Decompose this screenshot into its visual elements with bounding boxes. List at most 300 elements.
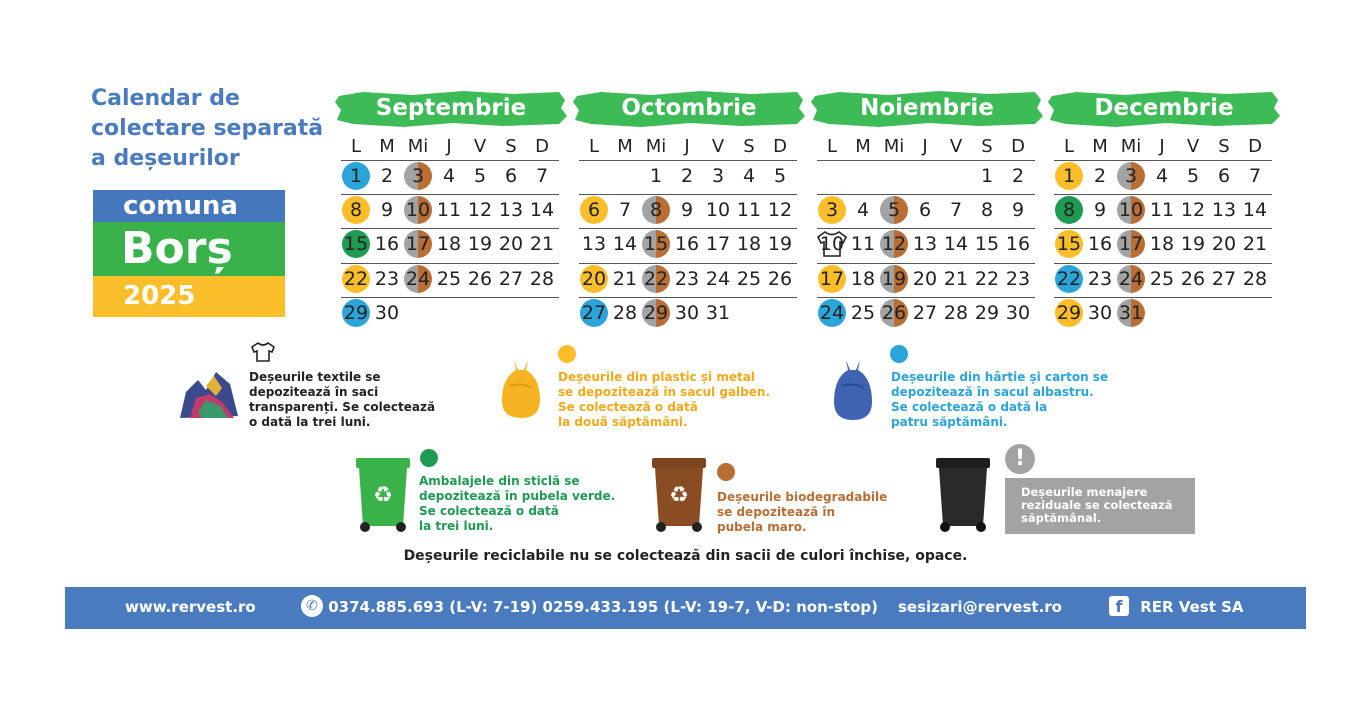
day-cell <box>703 298 733 328</box>
day-number: 10 <box>705 199 731 221</box>
weekday-label: Mi <box>407 136 429 157</box>
title-line: a deșeurilor <box>91 146 240 171</box>
day-number: 22 <box>643 268 669 290</box>
day-cell <box>1085 195 1115 225</box>
day-cell <box>1003 161 1033 191</box>
legend-text: săptămânal. <box>1021 511 1102 525</box>
green-dot-icon <box>420 449 438 467</box>
day-cell <box>1003 298 1033 328</box>
legend-text: Se colectează o dată <box>419 504 559 518</box>
day-cell <box>941 229 971 259</box>
day-number: 5 <box>773 165 787 187</box>
day-cell <box>1147 195 1177 225</box>
row-divider <box>341 194 559 195</box>
yellow-bag-icon <box>496 356 546 420</box>
day-number: 29 <box>974 302 1000 324</box>
day-number: 5 <box>1186 165 1200 187</box>
weekday-label: M <box>379 136 395 157</box>
badge-line1: comuna <box>93 190 285 222</box>
day-number: 22 <box>343 268 369 290</box>
day-number: 6 <box>504 165 518 187</box>
legend-text: o dată la trei luni. <box>249 415 371 429</box>
day-number: 18 <box>850 268 876 290</box>
yellow-dot-icon <box>558 345 576 363</box>
legend-text: depozitează în sacul albastru. <box>891 385 1094 399</box>
day-cell <box>1085 298 1115 328</box>
row-divider <box>579 160 797 161</box>
day-number: 14 <box>529 199 555 221</box>
row-divider <box>579 228 797 229</box>
day-number: 23 <box>674 268 700 290</box>
day-cell <box>703 195 733 225</box>
day-cell <box>403 161 433 191</box>
day-number: 14 <box>612 233 638 255</box>
day-cell <box>372 229 402 259</box>
legend-text: Deșeurile menajere <box>1021 485 1148 499</box>
day-number: 10 <box>1118 199 1144 221</box>
row-divider <box>579 263 797 264</box>
day-number: 23 <box>1087 268 1113 290</box>
day-cell <box>465 161 495 191</box>
title-line: Calendar de <box>91 86 240 111</box>
month-name: Decembrie <box>1094 95 1234 121</box>
day-cell <box>641 161 671 191</box>
day-number: 13 <box>581 233 607 255</box>
day-cell <box>879 195 909 225</box>
day-number: 26 <box>1180 268 1206 290</box>
day-number: 14 <box>943 233 969 255</box>
weekday-label: J <box>922 136 928 157</box>
day-cell <box>848 298 878 328</box>
day-number: 29 <box>643 302 669 324</box>
day-number: 17 <box>1118 233 1144 255</box>
day-cell <box>941 298 971 328</box>
day-cell <box>403 264 433 294</box>
day-cell <box>1178 195 1208 225</box>
day-cell <box>496 195 526 225</box>
day-number: 6 <box>587 199 601 221</box>
weekday-label: D <box>1011 136 1025 157</box>
brown-dot-icon <box>717 463 735 481</box>
day-cell <box>496 229 526 259</box>
row-divider <box>817 297 1035 298</box>
day-cell <box>1116 264 1146 294</box>
legend-text: se depozitează în sacul galben. <box>558 385 771 399</box>
weekday-label: M <box>1092 136 1108 157</box>
day-number: 22 <box>974 268 1000 290</box>
day-number: 10 <box>405 199 431 221</box>
day-number: 1 <box>980 165 994 187</box>
day-cell <box>972 161 1002 191</box>
day-cell <box>496 161 526 191</box>
day-cell <box>1147 161 1177 191</box>
day-number: 8 <box>1062 199 1076 221</box>
day-cell <box>610 229 640 259</box>
day-number: 24 <box>705 268 731 290</box>
day-number: 8 <box>349 199 363 221</box>
day-cell <box>1116 229 1146 259</box>
day-cell <box>434 264 464 294</box>
day-number: 11 <box>850 233 876 255</box>
weekday-header <box>341 136 561 158</box>
day-number: 30 <box>1005 302 1031 324</box>
day-number: 29 <box>1056 302 1082 324</box>
day-number: 25 <box>736 268 762 290</box>
day-number: 27 <box>498 268 524 290</box>
day-number: 15 <box>974 233 1000 255</box>
day-number: 1 <box>349 165 363 187</box>
day-cell <box>1116 161 1146 191</box>
weekday-label: D <box>1248 136 1262 157</box>
day-number: 3 <box>825 199 839 221</box>
day-number: 7 <box>949 199 963 221</box>
svg-text:♻: ♻ <box>373 483 393 508</box>
day-number: 3 <box>711 165 725 187</box>
day-number: 17 <box>819 268 845 290</box>
day-number: 16 <box>1087 233 1113 255</box>
day-cell <box>1085 264 1115 294</box>
weekday-label: J <box>1159 136 1165 157</box>
legend-text: pubela maro. <box>717 520 807 534</box>
day-number: 12 <box>1180 199 1206 221</box>
day-cell <box>1085 161 1115 191</box>
day-cell <box>1209 161 1239 191</box>
month-name: Noiembrie <box>860 95 994 121</box>
day-number: 9 <box>1011 199 1025 221</box>
day-cell <box>817 298 847 328</box>
day-number: 13 <box>498 199 524 221</box>
legend-text: la trei luni. <box>419 519 494 533</box>
weekday-header <box>579 136 799 158</box>
day-cell <box>641 264 671 294</box>
green-bin-icon <box>354 456 412 534</box>
day-number: 21 <box>1242 233 1268 255</box>
legend-text: reziduale se colectează <box>1021 498 1173 512</box>
row-divider <box>341 297 559 298</box>
day-number: 15 <box>343 233 369 255</box>
day-number: 27 <box>581 302 607 324</box>
recycling-note: Deșeurile reciclabile nu se colectează din sacii de culori închise, opace. <box>403 548 968 564</box>
day-cell <box>1116 298 1146 328</box>
legend-text: Se colectează o dată <box>558 400 698 414</box>
day-number: 25 <box>1149 268 1175 290</box>
row-divider <box>1054 228 1272 229</box>
day-number: 25 <box>436 268 462 290</box>
day-cell <box>1003 195 1033 225</box>
phone-icon: ✆ <box>301 595 323 617</box>
day-number: 24 <box>1118 268 1144 290</box>
day-cell <box>610 264 640 294</box>
weekday-label: S <box>981 136 993 157</box>
day-number: 9 <box>1093 199 1107 221</box>
day-number: 3 <box>1124 165 1138 187</box>
row-divider <box>341 160 559 161</box>
day-number: 11 <box>736 199 762 221</box>
day-cell <box>641 229 671 259</box>
day-number: 13 <box>1211 199 1237 221</box>
day-number: 14 <box>1242 199 1268 221</box>
day-number: 21 <box>529 233 555 255</box>
legend-text: depozitează în pubela verde. <box>419 489 616 503</box>
weekday-header <box>1054 136 1274 158</box>
day-number: 4 <box>442 165 456 187</box>
day-cell <box>1085 229 1115 259</box>
day-cell <box>672 264 702 294</box>
day-number: 5 <box>887 199 901 221</box>
phone-block <box>301 598 878 617</box>
row-divider <box>817 263 1035 264</box>
legend-text: patru săptămâni. <box>891 415 1008 429</box>
day-cell <box>734 161 764 191</box>
day-number: 10 <box>819 233 845 255</box>
legend-text: se depozitează în <box>717 505 836 519</box>
blue-dot-icon <box>890 345 908 363</box>
day-cell <box>1054 161 1084 191</box>
day-cell <box>972 264 1002 294</box>
weekday-label: Mi <box>645 136 667 157</box>
day-cell <box>972 195 1002 225</box>
legend-text: depozitează în saci <box>249 385 379 399</box>
day-number: 30 <box>674 302 700 324</box>
day-number: 4 <box>1155 165 1169 187</box>
day-number: 26 <box>881 302 907 324</box>
day-cell <box>972 298 1002 328</box>
day-number: 5 <box>473 165 487 187</box>
weekday-label: L <box>350 136 362 157</box>
day-number: 17 <box>705 233 731 255</box>
day-number: 19 <box>467 233 493 255</box>
day-cell <box>765 229 795 259</box>
day-number: 2 <box>380 165 394 187</box>
weekday-label: M <box>855 136 871 157</box>
title-line: colectare separată <box>91 116 324 141</box>
day-cell <box>910 229 940 259</box>
day-cell <box>848 195 878 225</box>
day-cell <box>1178 264 1208 294</box>
weekday-label: L <box>1063 136 1075 157</box>
day-number: 4 <box>856 199 870 221</box>
day-number: 23 <box>1005 268 1031 290</box>
day-cell <box>1240 264 1270 294</box>
legend-text: Deșeurile din plastic și metal <box>558 370 755 384</box>
day-cell <box>1054 264 1084 294</box>
day-cell <box>610 195 640 225</box>
day-cell <box>910 264 940 294</box>
day-cell <box>527 195 557 225</box>
day-cell <box>879 264 909 294</box>
facebook-icon: f <box>1109 596 1129 616</box>
day-cell <box>527 264 557 294</box>
month-header <box>579 90 799 126</box>
month-name: Septembrie <box>375 95 527 121</box>
brown-bin-icon <box>650 456 708 534</box>
day-cell <box>341 264 371 294</box>
row-divider <box>817 160 1035 161</box>
day-number: 16 <box>674 233 700 255</box>
day-number: 16 <box>374 233 400 255</box>
day-cell <box>765 264 795 294</box>
badge-line3: 2025 <box>93 276 285 317</box>
day-cell <box>817 229 847 259</box>
day-number: 7 <box>535 165 549 187</box>
day-cell <box>496 264 526 294</box>
day-number: 24 <box>405 268 431 290</box>
textile-pile-icon <box>176 362 242 422</box>
day-cell <box>734 229 764 259</box>
legend-text: Se colectează o dată la <box>891 400 1048 414</box>
day-cell <box>765 161 795 191</box>
day-cell <box>1240 195 1270 225</box>
month-header <box>341 90 561 126</box>
day-cell <box>1178 161 1208 191</box>
day-number: 16 <box>1005 233 1031 255</box>
weekday-label: S <box>743 136 755 157</box>
day-cell <box>434 195 464 225</box>
day-number: 1 <box>1062 165 1076 187</box>
day-cell <box>372 195 402 225</box>
day-cell <box>527 229 557 259</box>
day-cell <box>372 298 402 328</box>
day-cell <box>641 298 671 328</box>
day-cell <box>403 195 433 225</box>
day-number: 26 <box>467 268 493 290</box>
day-cell <box>1116 195 1146 225</box>
day-cell <box>1240 161 1270 191</box>
legend-text: transparenți. Se colectează <box>249 400 436 414</box>
day-number: 7 <box>618 199 632 221</box>
day-number: 19 <box>767 233 793 255</box>
row-divider <box>817 194 1035 195</box>
calendar-title <box>91 84 341 174</box>
legend-text: Ambalajele din sticlă se <box>419 474 580 488</box>
day-number: 11 <box>436 199 462 221</box>
day-number: 18 <box>736 233 762 255</box>
day-number: 3 <box>411 165 425 187</box>
day-number: 20 <box>1211 233 1237 255</box>
month-calendar <box>341 90 561 324</box>
day-cell <box>848 264 878 294</box>
day-cell <box>672 298 702 328</box>
day-cell <box>579 298 609 328</box>
day-number: 11 <box>1149 199 1175 221</box>
weekday-label: J <box>684 136 690 157</box>
day-number: 15 <box>1056 233 1082 255</box>
weekday-label: V <box>1186 136 1200 157</box>
day-cell <box>610 298 640 328</box>
day-number: 18 <box>1149 233 1175 255</box>
day-number: 9 <box>680 199 694 221</box>
commune-badge <box>93 190 285 317</box>
day-number: 23 <box>374 268 400 290</box>
day-number: 18 <box>436 233 462 255</box>
day-cell <box>1003 264 1033 294</box>
day-cell <box>879 229 909 259</box>
legend-text: Deșeurile din hârtie și carton se <box>891 370 1109 384</box>
day-number: 31 <box>1118 302 1144 324</box>
tshirt-icon <box>250 341 276 363</box>
day-cell <box>465 264 495 294</box>
email-link[interactable]: sesizari@rervest.ro <box>898 598 1062 616</box>
phone-numbers[interactable]: 0374.885.693 (L-V: 7-19) 0259.433.195 (L-V: 19-7, V-D: non-stop) <box>328 598 878 616</box>
row-divider <box>341 263 559 264</box>
day-number: 12 <box>881 233 907 255</box>
legend-text: Deșeurile biodegradabile <box>717 490 888 504</box>
weekday-header <box>817 136 1037 158</box>
row-divider <box>1054 297 1272 298</box>
day-cell <box>341 298 371 328</box>
day-number: 21 <box>612 268 638 290</box>
day-number: 19 <box>1180 233 1206 255</box>
month-header <box>817 90 1037 126</box>
day-cell <box>579 195 609 225</box>
day-cell <box>848 229 878 259</box>
day-number: 20 <box>581 268 607 290</box>
day-cell <box>941 264 971 294</box>
day-cell <box>972 229 1002 259</box>
row-divider <box>579 194 797 195</box>
day-cell <box>1209 195 1239 225</box>
weekday-label: M <box>617 136 633 157</box>
day-number: 8 <box>649 199 663 221</box>
black-bin-icon <box>934 456 992 534</box>
day-number: 9 <box>380 199 394 221</box>
day-cell <box>910 195 940 225</box>
day-cell <box>403 229 433 259</box>
day-cell <box>372 161 402 191</box>
facebook-block[interactable] <box>1109 598 1244 616</box>
day-cell <box>1209 264 1239 294</box>
day-cell <box>672 161 702 191</box>
day-number: 17 <box>405 233 431 255</box>
weekday-label: D <box>773 136 787 157</box>
month-calendar <box>579 90 799 324</box>
day-cell <box>465 229 495 259</box>
day-cell <box>434 161 464 191</box>
row-divider <box>1054 194 1272 195</box>
facebook-label: RER Vest SA <box>1140 598 1244 616</box>
month-header <box>1054 90 1274 126</box>
day-cell <box>765 195 795 225</box>
day-cell <box>703 161 733 191</box>
day-cell <box>527 161 557 191</box>
weekday-label: V <box>711 136 725 157</box>
row-divider <box>1054 160 1272 161</box>
day-number: 2 <box>1011 165 1025 187</box>
exclamation-icon: ! <box>1005 444 1035 474</box>
month-name: Octombrie <box>621 95 757 121</box>
website-link[interactable]: www.rervest.ro <box>125 598 256 616</box>
legend-text: la două săptămâni. <box>558 415 688 429</box>
weekday-label: V <box>473 136 487 157</box>
day-cell <box>1147 264 1177 294</box>
svg-text:♻: ♻ <box>669 483 689 508</box>
weekday-label: D <box>535 136 549 157</box>
day-cell <box>1147 229 1177 259</box>
weekday-label: L <box>588 136 600 157</box>
day-number: 28 <box>1242 268 1268 290</box>
day-cell <box>579 264 609 294</box>
day-cell <box>703 264 733 294</box>
day-number: 27 <box>912 302 938 324</box>
row-divider <box>341 228 559 229</box>
day-cell <box>434 229 464 259</box>
footer-bar <box>65 587 1306 629</box>
day-number: 30 <box>374 302 400 324</box>
weekday-label: Mi <box>1120 136 1142 157</box>
day-cell <box>672 195 702 225</box>
day-cell <box>1240 229 1270 259</box>
day-cell <box>734 264 764 294</box>
